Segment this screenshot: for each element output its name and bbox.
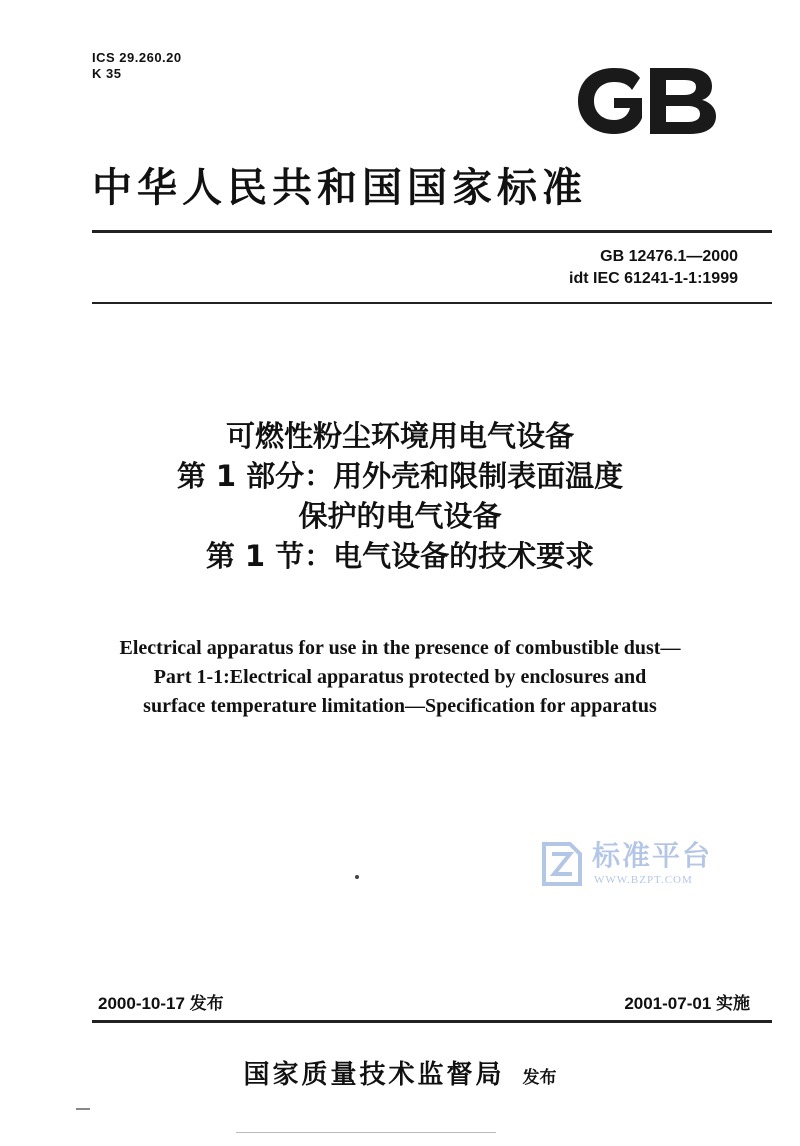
scan-mark — [236, 1132, 496, 1133]
english-title-line: Part 1-1:Electrical apparatus protected by enclosures and — [153, 666, 647, 688]
standard-number: GB 12476.1—2000 — [600, 248, 738, 265]
english-title-line: Electrical apparatus for use in the presence of combustible dust— — [119, 637, 681, 659]
english-title-line: surface temperature limitation—Specification for apparatus — [143, 695, 657, 717]
implementation-date: 2001-07-01 实施 — [624, 994, 750, 1013]
chinese-title — [0, 416, 800, 576]
watermark-url: WWW.BZPT.COM — [594, 874, 693, 886]
chinese-title-line: 第 1 节：电气设备的技术要求 — [205, 539, 595, 573]
ics-code: ICS 29.260.20 — [92, 50, 182, 65]
issuing-authority — [0, 1054, 800, 1091]
number-divider — [92, 302, 772, 304]
watermark-logo-icon — [540, 838, 584, 890]
ics-classification — [92, 50, 182, 82]
english-title — [0, 634, 800, 721]
issue-date: 2000-10-17 发布 — [98, 994, 224, 1013]
chinese-title-line: 可燃性粉尘环境用电气设备 — [225, 419, 574, 453]
scan-speck — [355, 875, 359, 879]
chinese-title-line: 保护的电气设备 — [298, 499, 502, 533]
scan-mark — [76, 1108, 90, 1110]
watermark — [540, 836, 750, 896]
header-divider — [92, 230, 772, 233]
gb-logo — [574, 64, 718, 138]
issuer-action: 发布 — [522, 1068, 557, 1088]
watermark-text: 标准平台 — [592, 839, 713, 872]
standard-identity: idt IEC 61241-1-1:1999 — [569, 270, 738, 287]
country-standard-title: 中华人民共和国国家标准 — [92, 164, 587, 211]
standard-number-block — [569, 246, 738, 290]
issuer-name: 国家质量技术监督局 — [243, 1060, 505, 1090]
footer-divider — [92, 1020, 772, 1023]
class-code: K 35 — [92, 66, 122, 81]
chinese-title-line: 第 1 部分：用外壳和限制表面温度 — [176, 459, 624, 493]
